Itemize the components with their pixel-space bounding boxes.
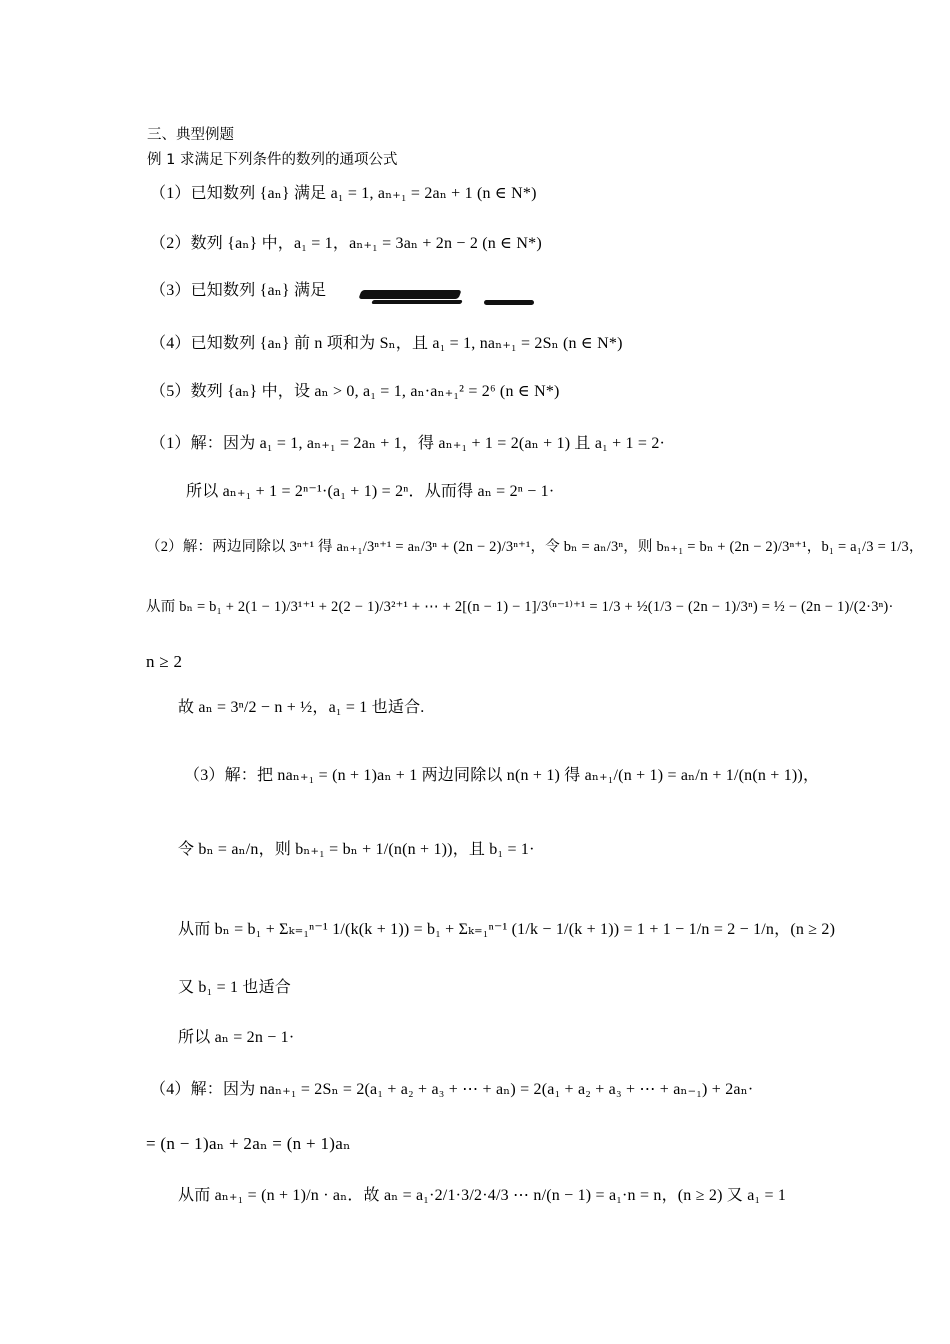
- problem-1: （1）已知数列 {aₙ} 满足 a₁ = 1, aₙ₊₁ = 2aₙ + 1 (n ∈ N*): [150, 185, 537, 202]
- problem-5: （5）数列 {aₙ} 中，设 aₙ > 0, a₁ = 1, aₙ·aₙ₊₁² = 2⁶ (n ∈ N*): [150, 383, 560, 400]
- solution-3-line-2: 令 bₙ = aₙ/n，则 bₙ₊₁ = bₙ + 1/(n(n + 1))，且 b₁ = 1·: [178, 841, 535, 858]
- problem-2: （2）数列 {aₙ} 中，a₁ = 1，aₙ₊₁ = 3aₙ + 2n − 2 (n ∈ N*): [150, 235, 542, 252]
- solution-4-line-2: = (n − 1)aₙ + 2aₙ = (n + 1)aₙ: [146, 1134, 351, 1153]
- garbled-formula-image: [358, 290, 461, 299]
- solution-1-line-2: 所以 aₙ₊₁ + 1 = 2ⁿ⁻¹·(a₁ + 1) = 2ⁿ．从而得 aₙ = 2ⁿ − 1·: [186, 483, 555, 500]
- solution-3-line-5: 所以 aₙ = 2n − 1·: [178, 1029, 295, 1046]
- garbled-formula-stroke: [371, 300, 462, 304]
- solution-2-line-1: （2）解：两边同除以 3ⁿ⁺¹ 得 aₙ₊₁/3ⁿ⁺¹ = aₙ/3ⁿ + (2n − 2)/3ⁿ⁺¹，令 bₙ = aₙ/3ⁿ，则 bₙ₊₁ = bₙ + (2n − 2)/3ⁿ⁺¹，b₁ = a₁/3 = 1/3，: [146, 539, 924, 555]
- solution-4-line-1: （4）解：因为 naₙ₊₁ = 2Sₙ = 2(a₁ + a₂ + a₃ + ⋯ + aₙ) = 2(a₁ + a₂ + a₃ + ⋯ + aₙ₋₁) + 2aₙ·: [150, 1081, 754, 1098]
- solution-2-line-4: 故 aₙ = 3ⁿ/2 − n + ½，a₁ = 1 也适合.: [178, 699, 425, 716]
- solution-3-line-4: 又 b₁ = 1 也适合: [178, 979, 292, 996]
- solution-3-line-1: （3）解：把 naₙ₊₁ = (n + 1)aₙ + 1 两边同除以 n(n + 1) 得 aₙ₊₁/(n + 1) = aₙ/n + 1/(n(n + 1))，: [184, 767, 820, 784]
- example-title: 例 1 求满足下列条件的数列的通项公式: [147, 152, 398, 168]
- problem-3: （3）已知数列 {aₙ} 满足: [150, 282, 327, 299]
- section-title: 三、典型例题: [147, 127, 234, 143]
- solution-1-line-1: （1）解：因为 a₁ = 1, aₙ₊₁ = 2aₙ + 1，得 aₙ₊₁ + 1 = 2(aₙ + 1) 且 a₁ + 1 = 2·: [150, 435, 666, 452]
- solution-2-line-3: n ≥ 2: [146, 652, 183, 671]
- solution-2-line-2: 从而 bₙ = b₁ + 2(1 − 1)/3¹⁺¹ + 2(2 − 1)/3²⁺¹ + ⋯ + 2[(n − 1) − 1]/3⁽ⁿ⁻¹⁾⁺¹ = 1/3 + ½(1/3 − (2n − 1)/3ⁿ) = ½ − (2n − 1)/(2·3ⁿ)·: [146, 599, 894, 615]
- solution-3-line-3: 从而 bₙ = b₁ + Σₖ₌₁ⁿ⁻¹ 1/(k(k + 1)) = b₁ + Σₖ₌₁ⁿ⁻¹ (1/k − 1/(k + 1)) = 1 + 1 − 1/n = 2 − 1/n，(n ≥ 2): [178, 921, 836, 938]
- problem-4: （4）已知数列 {aₙ} 前 n 项和为 Sₙ，且 a₁ = 1, naₙ₊₁ = 2Sₙ (n ∈ N*): [150, 335, 623, 352]
- solution-4-line-3: 从而 aₙ₊₁ = (n + 1)/n · aₙ．故 aₙ = a₁·2/1·3/2·4/3 ⋯ n/(n − 1) = a₁·n = n，(n ≥ 2) 又 a₁ = 1: [178, 1187, 787, 1204]
- garbled-formula-tail: [484, 300, 534, 305]
